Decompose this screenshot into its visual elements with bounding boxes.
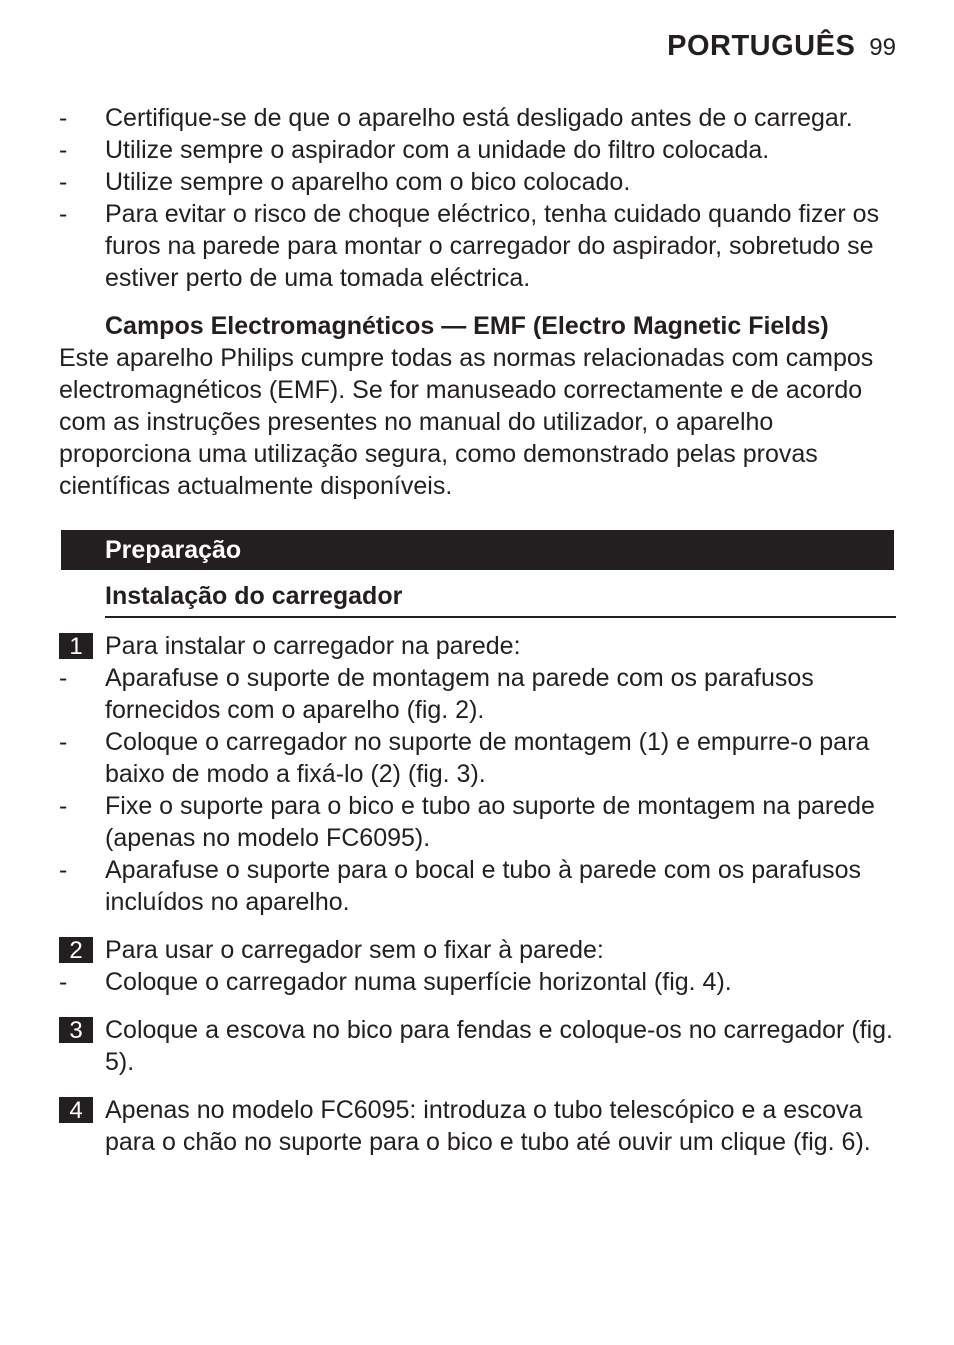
emf-paragraph: Este aparelho Philips cumpre todas as normas relacionadas com campos electromagnéticos (EMF). Se for manuseado correctamente e de acordo com as instruções presentes no manual do utilizador, o aparelho proporciona uma utilização segura, como demonstrado pelas provas científicas actualmente disponíveis. (59, 344, 874, 500)
list-item-text: Coloque o carregador numa superfície horizontal (fig. 4). (105, 968, 732, 996)
list-item-text: Aparafuse o suporte para o bocal e tubo à parede com os parafusos incluídos no aparelho. (105, 856, 862, 916)
page-content (59, 102, 896, 1158)
bullet-marker: - (59, 728, 68, 756)
list-item (59, 102, 896, 134)
bullet-marker: - (59, 664, 68, 692)
step-text: Para usar o carregador sem o fixar à parede: (105, 936, 604, 964)
step-text: Coloque a escova no bico para fendas e coloque-os no carregador (fig. 5). (105, 1016, 894, 1076)
list-item-text: Fixe o suporte para o bico e tubo ao suporte de montagem na parede (apenas no modelo FC6095). (105, 792, 875, 852)
bullet-marker: - (59, 968, 68, 996)
step-item (59, 1094, 896, 1158)
page-header (667, 30, 896, 63)
list-item (59, 198, 896, 294)
list-item-text: Utilize sempre o aparelho com o bico colocado. (105, 168, 631, 196)
step-number-badge: 4 (59, 1097, 93, 1123)
list-item (59, 966, 896, 998)
list-item (59, 166, 896, 198)
bullet-marker: - (59, 136, 68, 164)
language-label: PORTUGUÊS (667, 30, 856, 62)
list-item (59, 790, 896, 854)
step-number-badge: 3 (59, 1017, 93, 1043)
step-item (59, 630, 896, 662)
bullet-marker: - (59, 792, 68, 820)
step-number-badge: 2 (59, 937, 93, 963)
step-text: Apenas no modelo FC6095: introduza o tubo telescópico e a escova para o chão no suporte para o bico e tubo até ouvir um clique (fig. 6). (105, 1096, 871, 1156)
subsection-heading: Instalação do carregador (105, 580, 896, 618)
bullet-marker: - (59, 104, 68, 132)
list-item (59, 662, 896, 726)
section-heading-bar: Preparação (61, 530, 894, 570)
page-number: 99 (869, 34, 896, 61)
emf-heading: Campos Electromagnéticos — EMF (Electro Magnetic Fields) (105, 312, 829, 340)
list-item-text: Coloque o carregador no suporte de montagem (1) e empurre-o para baixo de modo a fixá-lo (2) (fig. 3). (105, 728, 870, 788)
list-item-text: Utilize sempre o aspirador com a unidade do filtro colocada. (105, 136, 770, 164)
step-text: Para instalar o carregador na parede: (105, 632, 521, 660)
list-item (59, 726, 896, 790)
list-item-text: Para evitar o risco de choque eléctrico, tenha cuidado quando fizer os furos na parede para montar o carregador do aspirador, sobretudo se estiver perto de uma tomada eléctrica. (105, 200, 880, 292)
step-number-badge: 1 (59, 633, 93, 659)
step-item (59, 934, 896, 966)
list-item-text: Aparafuse o suporte de montagem na parede com os parafusos fornecidos com o aparelho (fig. 2). (105, 664, 814, 724)
step-item (59, 1014, 896, 1078)
bullet-marker: - (59, 200, 68, 228)
list-item-text: Certifique-se de que o aparelho está desligado antes de o carregar. (105, 104, 853, 132)
list-item (59, 134, 896, 166)
bullet-marker: - (59, 168, 68, 196)
warnings-list (59, 102, 896, 294)
bullet-marker: - (59, 856, 68, 884)
list-item (59, 854, 896, 918)
